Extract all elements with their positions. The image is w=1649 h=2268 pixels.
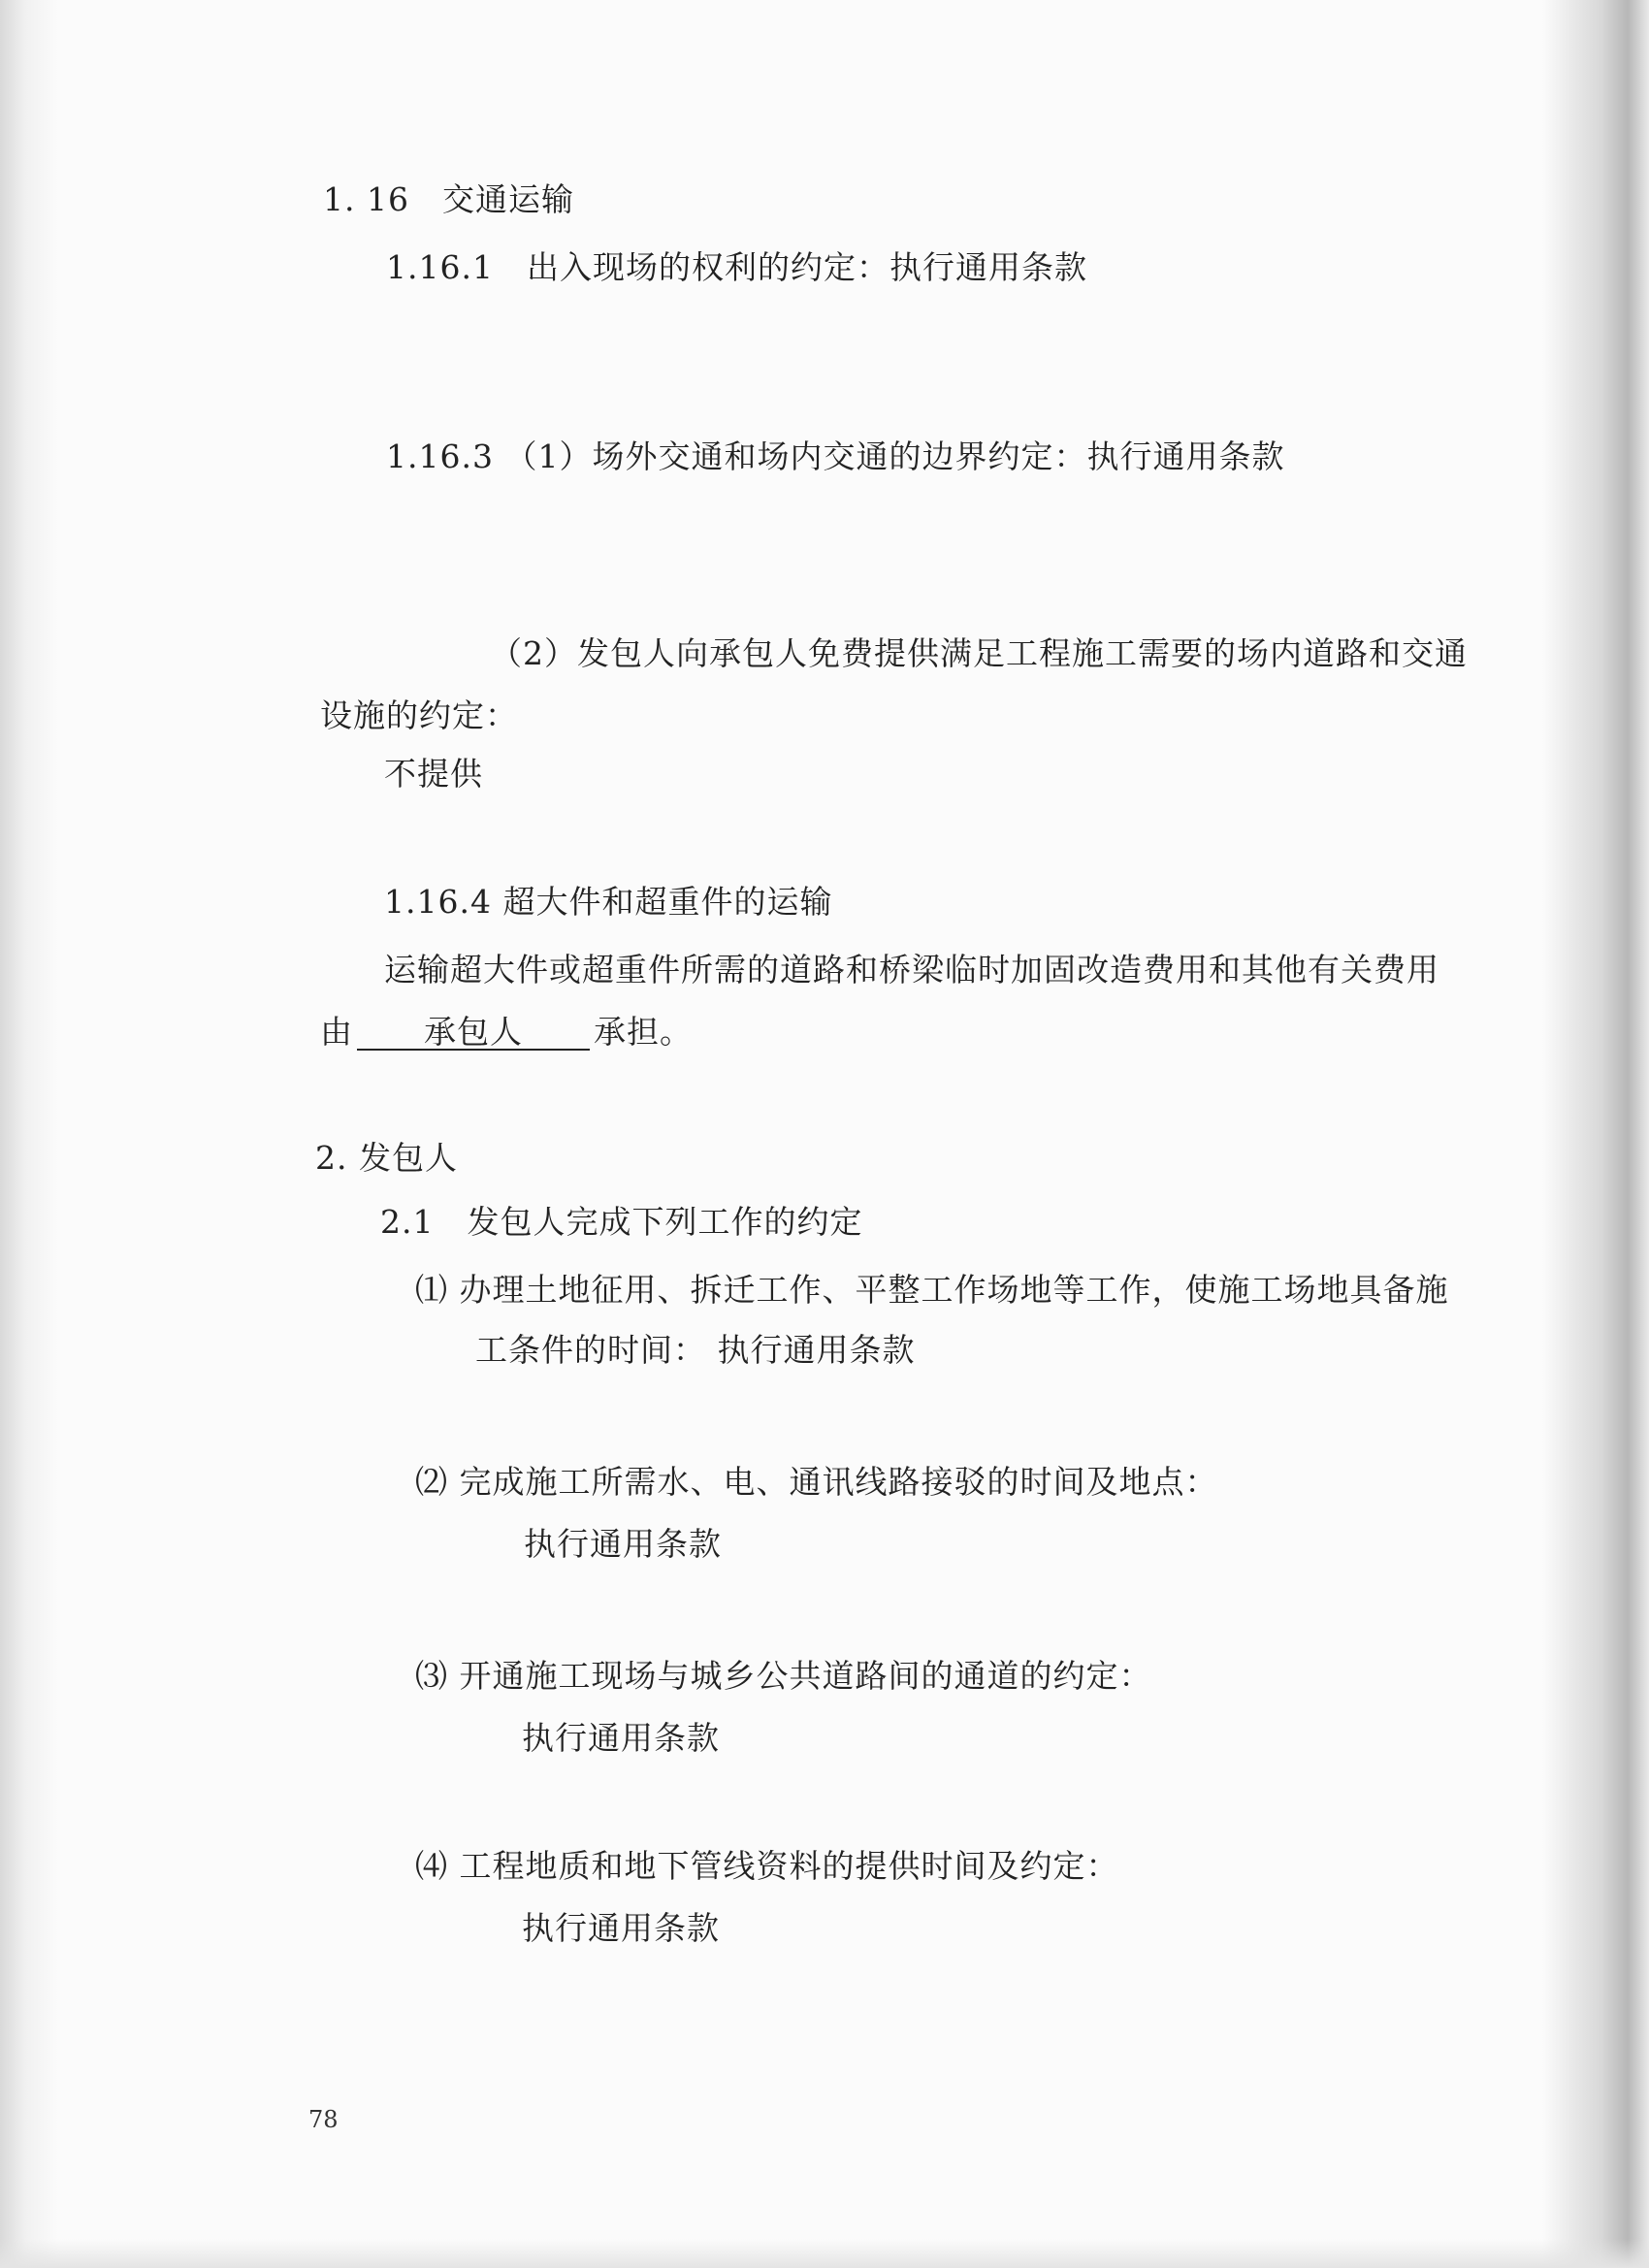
- item-4-answer: 执行通用条款: [522, 1909, 720, 1947]
- scan-right-edge: [1542, 0, 1649, 2268]
- clause-1-16-4-line2: [320, 1013, 693, 1052]
- section-2-heading: 2. 发包人: [315, 1139, 458, 1177]
- clause-1-16-4-prefix: 由: [320, 1013, 353, 1051]
- item-2-line1: ⑵ 完成施工所需水、电、通讯线路接驳的时间及地点：: [415, 1463, 1218, 1501]
- clause-1-16-4-heading: 1.16.4 超大件和超重件的运输: [384, 883, 833, 921]
- item-1-line1: ⑴ 办理土地征用、拆迁工作、平整工作场地等工作，使施工场地具备施: [415, 1271, 1449, 1309]
- subsection-2-1-heading: 2.1 发包人完成下列工作的约定: [380, 1203, 863, 1241]
- scan-bottom-edge: [0, 2239, 1649, 2268]
- responsible-party-field: 承包人: [357, 1016, 590, 1051]
- item-3-line1: ⑶ 开通施工现场与城乡公共道路间的通道的约定：: [415, 1657, 1152, 1695]
- clause-1-16-3-2-line1: （2）发包人向承包人免费提供满足工程施工需要的场内道路和交通: [490, 634, 1468, 672]
- item-3-answer: 执行通用条款: [522, 1719, 720, 1757]
- clause-1-16-3-2-line2: 设施的约定：: [320, 697, 518, 734]
- clause-1-16-4-line1: 运输超大件或超重件所需的道路和桥梁临时加固改造费用和其他有关费用: [384, 951, 1439, 988]
- clause-1-16-3-2-answer: 不提供: [384, 755, 483, 793]
- scan-left-edge: [0, 0, 58, 2268]
- item-2-answer: 执行通用条款: [524, 1525, 722, 1563]
- section-1-16-heading: 1. 16 交通运输: [323, 180, 574, 218]
- item-4-line1: ⑷ 工程地质和地下管线资料的提供时间及约定：: [415, 1847, 1119, 1885]
- clause-1-16-1: 1.16.1 出入现场的权利的约定：执行通用条款: [386, 248, 1087, 286]
- item-1-line2: 工条件的时间： 执行通用条款: [475, 1331, 916, 1369]
- clause-1-16-3-1: 1.16.3 （1）场外交通和场内交通的边界约定：执行通用条款: [386, 437, 1285, 475]
- page-number: 78: [308, 2106, 339, 2133]
- clause-1-16-4-suffix: 承担。: [594, 1013, 693, 1051]
